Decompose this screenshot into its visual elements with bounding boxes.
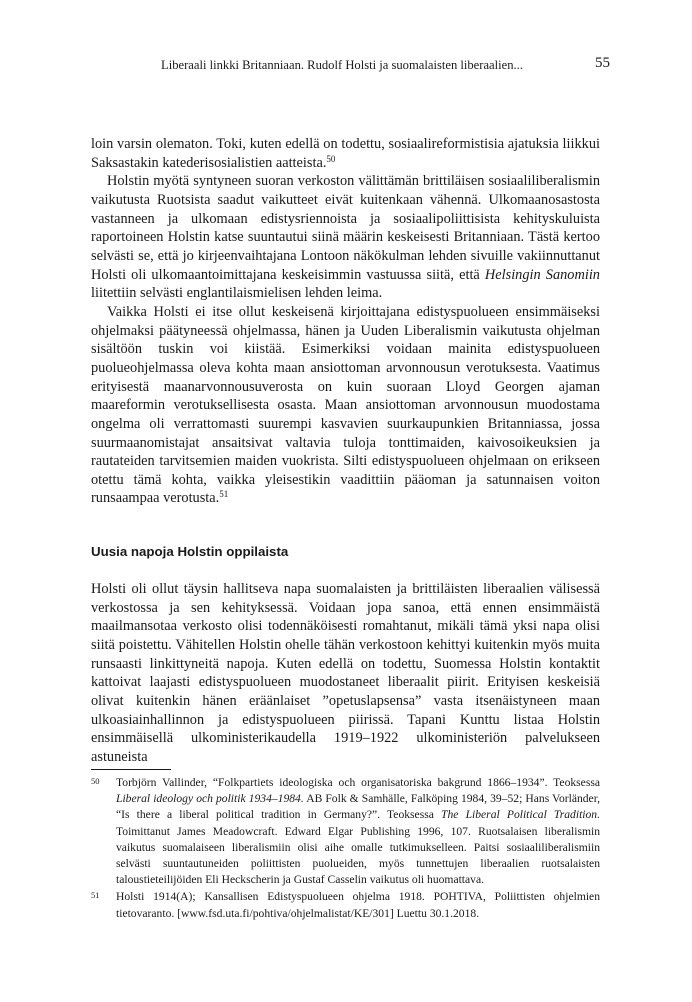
footnote-ref-50[interactable]: 50 <box>326 153 336 164</box>
footnote-number: 51 <box>91 890 100 901</box>
footnote-50-book-title-1: Liberal ideology och politik 1934–1984. <box>116 792 304 806</box>
footnote-51 <box>91 889 600 921</box>
section-heading: Uusia napoja Holstin oppilaista <box>91 544 289 559</box>
paragraph-2-text-end: liitettiin selvästi englantilaismielisen lehden leima. <box>91 285 383 302</box>
footnote-50-part-2: AB Folk & Samhälle, Falköping 1984, 39–52; Hans Vorländer, “Is there a liberal political tradition in Germany?”. Teoksessa <box>116 792 600 822</box>
paragraph-4: Holsti oli ollut täysin hallitseva napa suomalaisten ja brittiläisten liberaalien välisessä verkostossa ja sen kehityksessä. Voidaan jopa sanoa, että ennen ensimmäistä maailmansotaa verkosto olisi todennäköisesti romahtanut, mikäli tämä yksi napa olisi siitä poistettu. Vähitellen Holstin ohelle tähän verkostoon kehittyi kuitenkin myös muita runsaasti linkittyneitä napoja. Kuten edellä on todettu, Suomessa Holstin kontaktit kattoivat laajasti edistyspuolueen muodostaneet liberaalit piirit. Erityisen keskeisiä olivat kuitenkin hänen eräänlaiset ”opetuslapsensa” vasta itsenäistyneen maan ulkoasiainhallinnon ja edistyspuolueen piirissä. Tapani Kunttu listaa Holstin ensimmäisellä ulkoministerikaudella 1919–1922 ulkoministeriön palvelukseen astuneista <box>91 581 600 765</box>
paragraph-1-text: loin varsin olematon. Toki, kuten edellä on todettu, sosiaalireformistisia ajatuksia liikkui Saksastakin katederisosialistien aatteista. <box>91 136 600 171</box>
body-text-top <box>91 135 600 508</box>
footnote-text: Holsti 1914(A); Kansallisen Edistyspuolueen ohjelma 1918. POHTIVA, Poliittisten ohjelmien tietovaranto. [www.fsd.uta.fi/pohtiva/ohjelmalistat/KE/301] Luettu 30.1.2018. <box>116 890 600 920</box>
paragraph-2-text-start: Holstin myötä syntyneen suoran verkoston välittämän brittiläisen sosiaaliliberalismin vaikutusta Ruotsista saadut vaikutteet eivät kuitenkaan vähennä. Ulkomaanosastosta vastanneen ja ulkomaan edistysriennoista ja sosiaalipoliittisista kehityskuluista raportoineen Holstin katse suuntautui siinä määrin keskeisesti Britanniaan. Tästä kertoo selvästi se, että jo kirjeenvaihtajana Lontoon näkökulman lehden sivuille vakiinnuttanut Holsti oli ulkomaantoimittajana keskeisimmin vastuussa siitä, että <box>91 173 600 283</box>
paragraph-3-text: Vaikka Holsti ei itse ollut keskeisenä kirjoittajana edistyspuolueen ensimmäiseksi ohjelmaksi päätyneessä ohjelmassa, hänen ja Uuden Liberalismin vaikutusta ohjelman sisältöön tuskin voi kiistää. Esimerkiksi voidaan mainita edistyspuolueen puolueohjelmassa oleva kohta maan ansiottoman arvonnousun verotuksesta. Vaatimus erityisestä maanarvonnousuverosta on kuin suoraan Lloyd Georgen ajaman maareformin verotuksellisesta osasta. Maan ansiottoman arvonnousun muodostama ongelma oli verrattomasti suurempi kasvavien suurkaupunkien Britanniassa, jossa suurmaanomistajat ansaitsivat valtavia tuloja tonttimaiden, kaivosoikeuksien ja rautateiden tarvitsemien maiden vuokrista. Silti edistyspuolueen ohjelmaan on erikseen otettu tämä kohta, vaikka yleisestikin vaadittiin pääoman ja satunnaisen voiton runsaampaa verotusta. <box>91 303 600 507</box>
running-head: Liberaali linkki Britanniaan. Rudolf Holsti ja suomalaisten liberaalien... <box>161 58 523 72</box>
footnote-text <box>116 775 600 888</box>
page-number: 55 <box>595 55 610 71</box>
paragraph-1 <box>91 135 600 172</box>
footnote-50-part-1: Torbjörn Vallinder, “Folkpartiets ideologiska och organisatoriska bakgrund 1866–1934”. Teoksessa <box>116 776 600 789</box>
footnote-50-part-3: Toimittanut James Meadowcraft. Edward Elgar Publishing 1996, 107. Ruotsalaisen liberalismin vaikutus suomalaiseen liberalismiin olisi aihe omalle tutkimukselleen. Paitsi sosiaaliliberalismiin selvästi suuntautuneiden poliittisten puolueiden, myös tunnettujen liberaalien ruotsalaisten taloustieteilijöiden Eli Heckscherin ja Gustaf Casselin vaikutus oli huomattava. <box>116 824 600 887</box>
body-text-section <box>91 580 600 767</box>
paragraph-3 <box>91 303 600 508</box>
footnote-ref-51[interactable]: 51 <box>219 489 229 500</box>
paragraph-2 <box>91 172 600 303</box>
newspaper-title: Helsingin Sanomiin <box>484 266 600 283</box>
footnote-divider <box>91 769 171 770</box>
footnotes <box>91 775 600 923</box>
footnote-number: 50 <box>91 776 100 786</box>
footnote-50 <box>91 775 600 888</box>
footnote-50-book-title-2: The Liberal Political Tradition. <box>441 808 601 822</box>
